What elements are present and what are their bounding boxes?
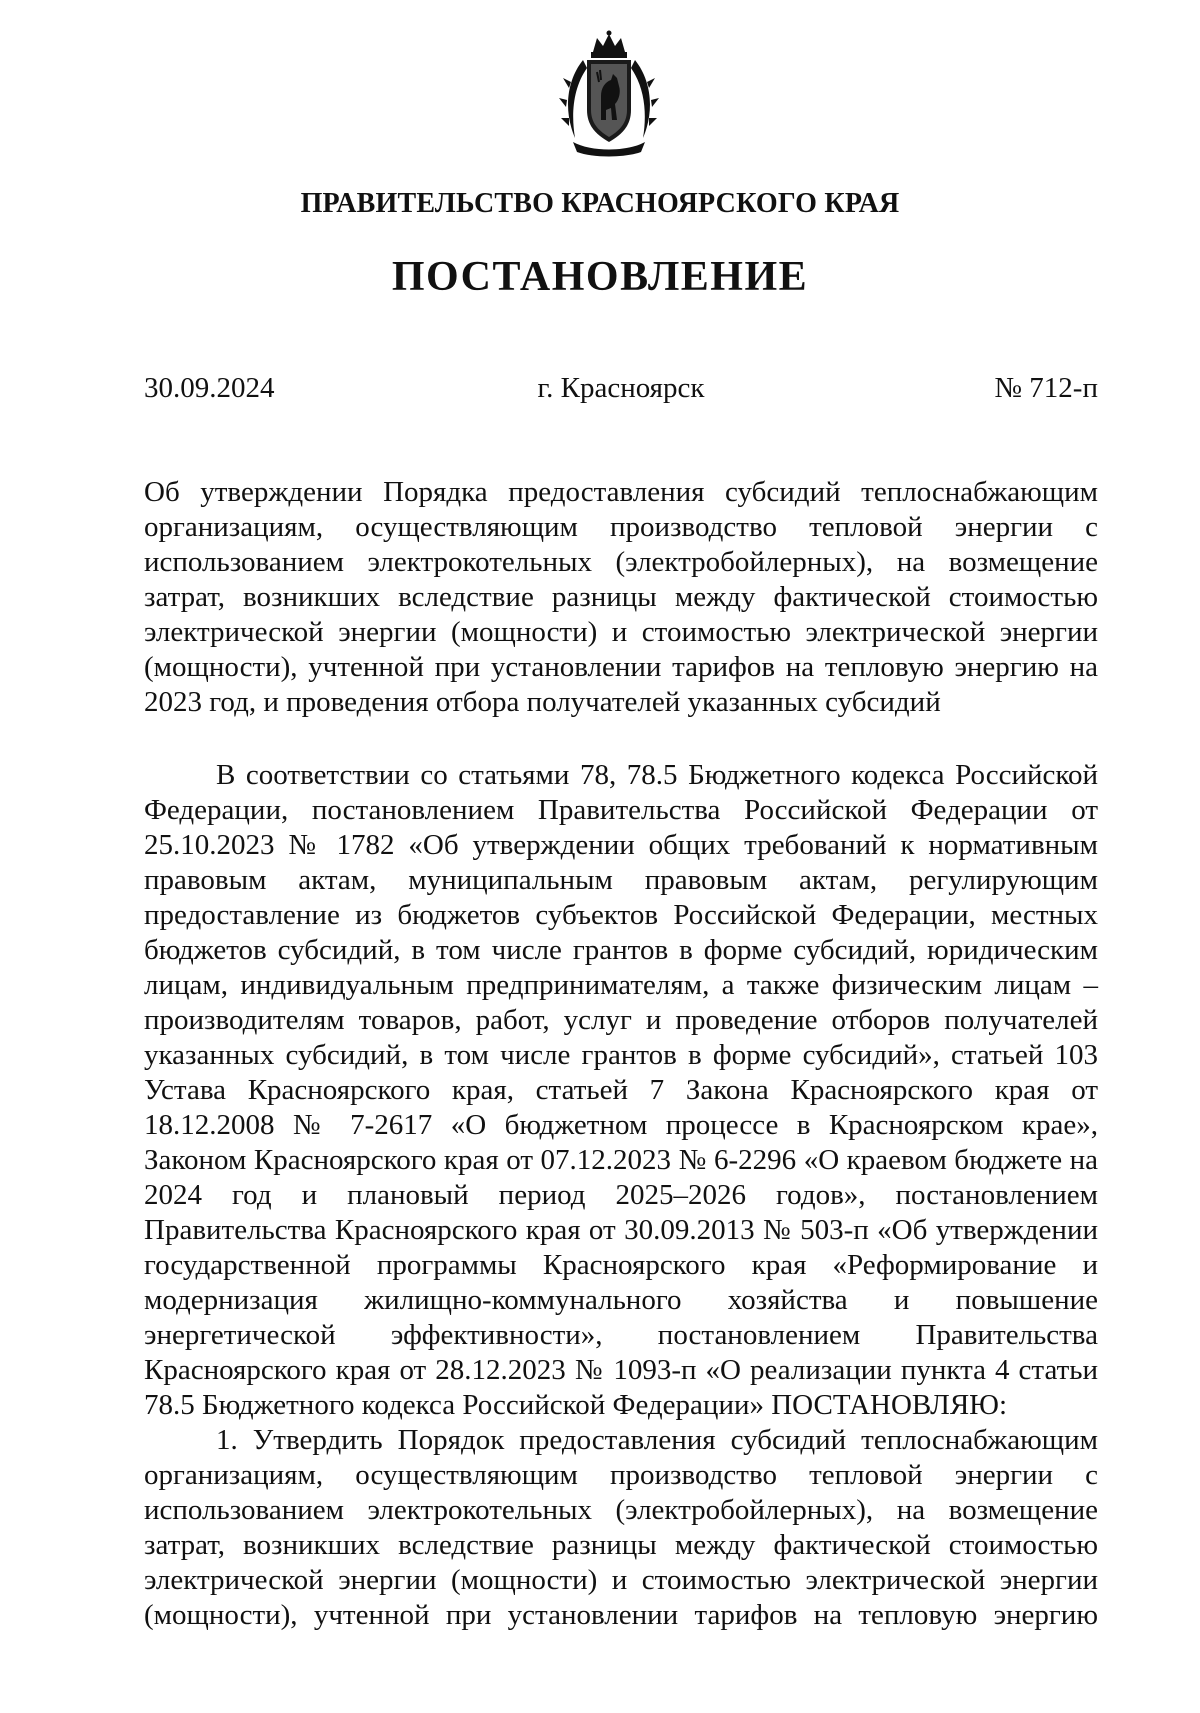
- document-date: 30.09.2024: [144, 372, 275, 404]
- document-meta-row: [144, 372, 1098, 412]
- document-place: г. Красноярск: [537, 372, 705, 404]
- coat-of-arms-icon: [557, 30, 661, 160]
- government-title: ПРАВИТЕЛЬСТВО КРАСНОЯРСКОГО КРАЯ: [300, 188, 900, 219]
- document-type-heading: ПОСТАНОВЛЕНИЕ: [391, 254, 809, 300]
- item-1-paragraph: 1. Утвердить Порядок предоставления субсидий теплоснабжающим организациям, осуществляющим производство тепловой энергии с использованием электрокотельных (электробойлерных), на возмещение затрат, возникших вследствие разницы между фактической стоимостью электрической энергии (мощности) и стоимостью электрической энергии (мощности), учтенной при установлении тарифов на тепловую энергию: [144, 1424, 1098, 1631]
- document-subject-title: Об утверждении Порядка предоставления субсидий теплоснабжающим организациям, осуществляющим производство тепловой энергии с использованием электрокотельных (электробойлерных), на возмещение затрат, возникших вследствие разницы между фактической стоимостью электрической энергии (мощности) и стоимостью электрической энергии (мощности), учтенной при установлении тарифов на тепловую энергию на 2023 год, и проведения отбора получателей указанных субсидий: [144, 476, 1098, 718]
- document-body: [144, 758, 1098, 1633]
- document-number: № 712-п: [994, 372, 1098, 404]
- preamble-paragraph: В соответствии со статьями 78, 78.5 Бюджетного кодекса Российской Федерации, постановлением Правительства Российской Федерации от 25.10.2023 № 1782 «Об утверждении общих требований к нормативным правовым актам, муниципальным правовым актам, регулирующим предоставление из бюджетов субъектов Российской Федерации, местных бюджетов субсидий, в том числе грантов в форме субсидий, юридическим лицам, индивидуальным предпринимателям, а также физическим лицам – производителям товаров, работ, услуг и проведение отборов получателей указанных субсидий, в том числе грантов в форме субсидий», статьей 103 Устава Красноярского края, статьей 7 Закона Красноярского края от 18.12.2008 № 7-2617 «О бюджетном процессе в Красноярском крае», Законом Красноярского края от 07.12.2023 № 6-2296 «О краевом бюджете на 2024 год и плановый период 2025–2026 годов», постановлением Правительства Красноярского края от 30.09.2013 № 503-п «Об утверждении государственной программы Красноярского края «Реформирование и модернизация жилищно-коммунального хозяйства и повышение энергетической эффективности», постановлением Правительства Красноярского края от 28.12.2023 № 1093-п «О реализации пункта 4 статьи 78.5 Бюджетного кодекса Российской Федерации» ПОСТАНОВЛЯЮ:: [144, 759, 1098, 1421]
